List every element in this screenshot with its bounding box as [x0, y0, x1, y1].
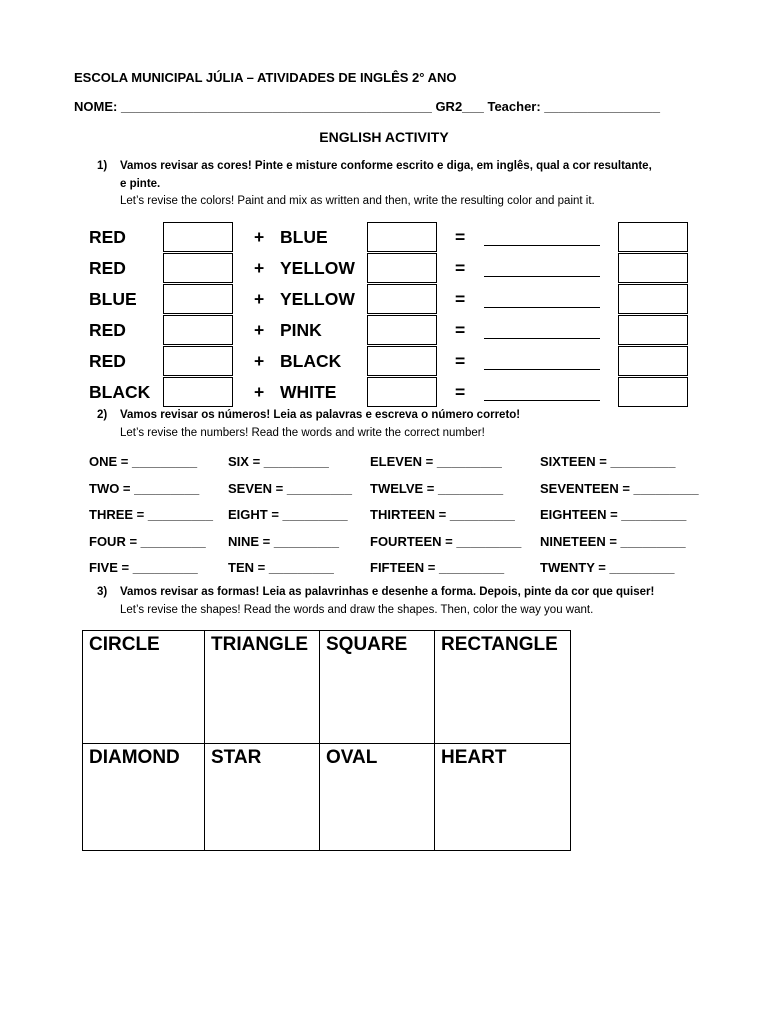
answer-line[interactable]	[484, 245, 600, 246]
number-item[interactable]: NINE = _________	[228, 534, 339, 549]
color-b: PINK	[280, 320, 322, 340]
answer-line[interactable]	[484, 338, 600, 339]
q3-instruction-pt: Vamos revisar as formas! Leia as palavrinhas e desenhe a forma. Depois, pinte da cor que quiser!	[120, 586, 655, 598]
number-item[interactable]: SEVEN = _________	[228, 481, 352, 496]
color-a: RED	[89, 258, 126, 278]
paint-box-a[interactable]	[163, 253, 233, 283]
answer-line[interactable]	[484, 307, 600, 308]
q1-instruction-pt-line1: Vamos revisar as cores! Pinte e misture conforme escrito e diga, em inglês, qual a cor resultante,	[120, 160, 652, 172]
paint-box-result[interactable]	[618, 284, 688, 314]
shape-cell[interactable]	[320, 631, 435, 744]
shape-cell[interactable]	[205, 631, 320, 744]
equals-sign: =	[455, 258, 466, 278]
number-item[interactable]: TWO = _________	[89, 481, 200, 496]
paint-box-result[interactable]	[618, 346, 688, 376]
number-item[interactable]: TWELVE = _________	[370, 481, 504, 496]
number-item[interactable]: TWENTY = _________	[540, 560, 675, 575]
number-item[interactable]: SEVENTEEN = _________	[540, 481, 699, 496]
q2-number: 2)	[97, 409, 108, 421]
paint-box-a[interactable]	[163, 222, 233, 252]
plus-sign: +	[254, 382, 265, 402]
equals-sign: =	[455, 320, 466, 340]
plus-sign: +	[254, 258, 265, 278]
answer-line[interactable]	[484, 400, 600, 401]
number-item[interactable]: FIFTEEN = _________	[370, 560, 505, 575]
shape-cell[interactable]	[83, 744, 205, 851]
equals-sign: =	[455, 351, 466, 371]
color-b: WHITE	[280, 382, 337, 402]
equals-sign: =	[455, 289, 466, 309]
q2-instruction-pt: Vamos revisar os números! Leia as palavras e escreva o número correto!	[120, 409, 521, 421]
color-a: RED	[89, 351, 126, 371]
equals-sign: =	[455, 382, 466, 402]
paint-box-b[interactable]	[367, 222, 437, 252]
color-b: YELLOW	[280, 258, 355, 278]
number-item[interactable]: ELEVEN = _________	[370, 454, 502, 469]
shape-label: DIAMOND	[89, 747, 180, 768]
paint-box-b[interactable]	[367, 377, 437, 407]
shape-cell[interactable]	[320, 744, 435, 851]
number-item[interactable]: EIGHTEEN = _________	[540, 507, 687, 522]
paint-box-a[interactable]	[163, 284, 233, 314]
q1-number: 1)	[97, 160, 108, 172]
school-header: ESCOLA MUNICIPAL JÚLIA – ATIVIDADES DE INGLÊS 2° ANO	[74, 70, 457, 85]
paint-box-b[interactable]	[367, 346, 437, 376]
color-a: BLACK	[89, 382, 151, 402]
paint-box-result[interactable]	[618, 222, 688, 252]
number-item[interactable]: TEN = _________	[228, 560, 334, 575]
color-b: YELLOW	[280, 289, 355, 309]
paint-box-b[interactable]	[367, 253, 437, 283]
color-a: RED	[89, 320, 126, 340]
paint-box-result[interactable]	[618, 253, 688, 283]
paint-box-b[interactable]	[367, 315, 437, 345]
shapes-table	[82, 630, 571, 851]
page-title: ENGLISH ACTIVITY	[319, 129, 449, 145]
q2-instruction-en: Let’s revise the numbers! Read the words and write the correct number!	[120, 427, 485, 439]
paint-box-a[interactable]	[163, 315, 233, 345]
name-line: NOME: ___________________________________________ GR2___ Teacher: ________________	[74, 99, 660, 114]
shape-label: HEART	[441, 747, 507, 768]
shape-label: CIRCLE	[89, 634, 160, 655]
q1-instruction-pt-line2: e pinte.	[120, 178, 161, 190]
paint-box-a[interactable]	[163, 346, 233, 376]
plus-sign: +	[254, 227, 265, 247]
color-b: BLACK	[280, 351, 342, 371]
number-item[interactable]: THREE = _________	[89, 507, 213, 522]
answer-line[interactable]	[484, 276, 600, 277]
color-b: BLUE	[280, 227, 328, 247]
plus-sign: +	[254, 289, 265, 309]
color-a: BLUE	[89, 289, 137, 309]
q1-instruction-en: Let’s revise the colors! Paint and mix as written and then, write the resulting color and paint it.	[120, 195, 595, 207]
table-row	[83, 744, 571, 851]
plus-sign: +	[254, 351, 265, 371]
number-item[interactable]: THIRTEEN = _________	[370, 507, 515, 522]
number-item[interactable]: FOURTEEN = _________	[370, 534, 522, 549]
number-item[interactable]: FIVE = _________	[89, 560, 198, 575]
equals-sign: =	[455, 227, 466, 247]
shape-label: STAR	[211, 747, 262, 768]
shape-label: OVAL	[326, 747, 378, 768]
paint-box-a[interactable]	[163, 377, 233, 407]
number-item[interactable]: FOUR = _________	[89, 534, 206, 549]
shape-cell[interactable]	[435, 631, 571, 744]
paint-box-result[interactable]	[618, 315, 688, 345]
q3-number: 3)	[97, 586, 108, 598]
shape-cell[interactable]	[83, 631, 205, 744]
shape-cell[interactable]	[205, 744, 320, 851]
table-row	[83, 631, 571, 744]
paint-box-result[interactable]	[618, 377, 688, 407]
shape-label: RECTANGLE	[441, 634, 558, 655]
plus-sign: +	[254, 320, 265, 340]
number-item[interactable]: ONE = _________	[89, 454, 198, 469]
q3-instruction-en: Let’s revise the shapes! Read the words and draw the shapes. Then, color the way you want.	[120, 604, 594, 616]
answer-line[interactable]	[484, 369, 600, 370]
shape-label: TRIANGLE	[211, 634, 309, 655]
shape-cell[interactable]	[435, 744, 571, 851]
paint-box-b[interactable]	[367, 284, 437, 314]
number-item[interactable]: EIGHT = _________	[228, 507, 348, 522]
number-item[interactable]: SIXTEEN = _________	[540, 454, 676, 469]
shape-label: SQUARE	[326, 634, 408, 655]
number-item[interactable]: NINETEEN = _________	[540, 534, 686, 549]
color-a: RED	[89, 227, 126, 247]
number-item[interactable]: SIX = _________	[228, 454, 329, 469]
